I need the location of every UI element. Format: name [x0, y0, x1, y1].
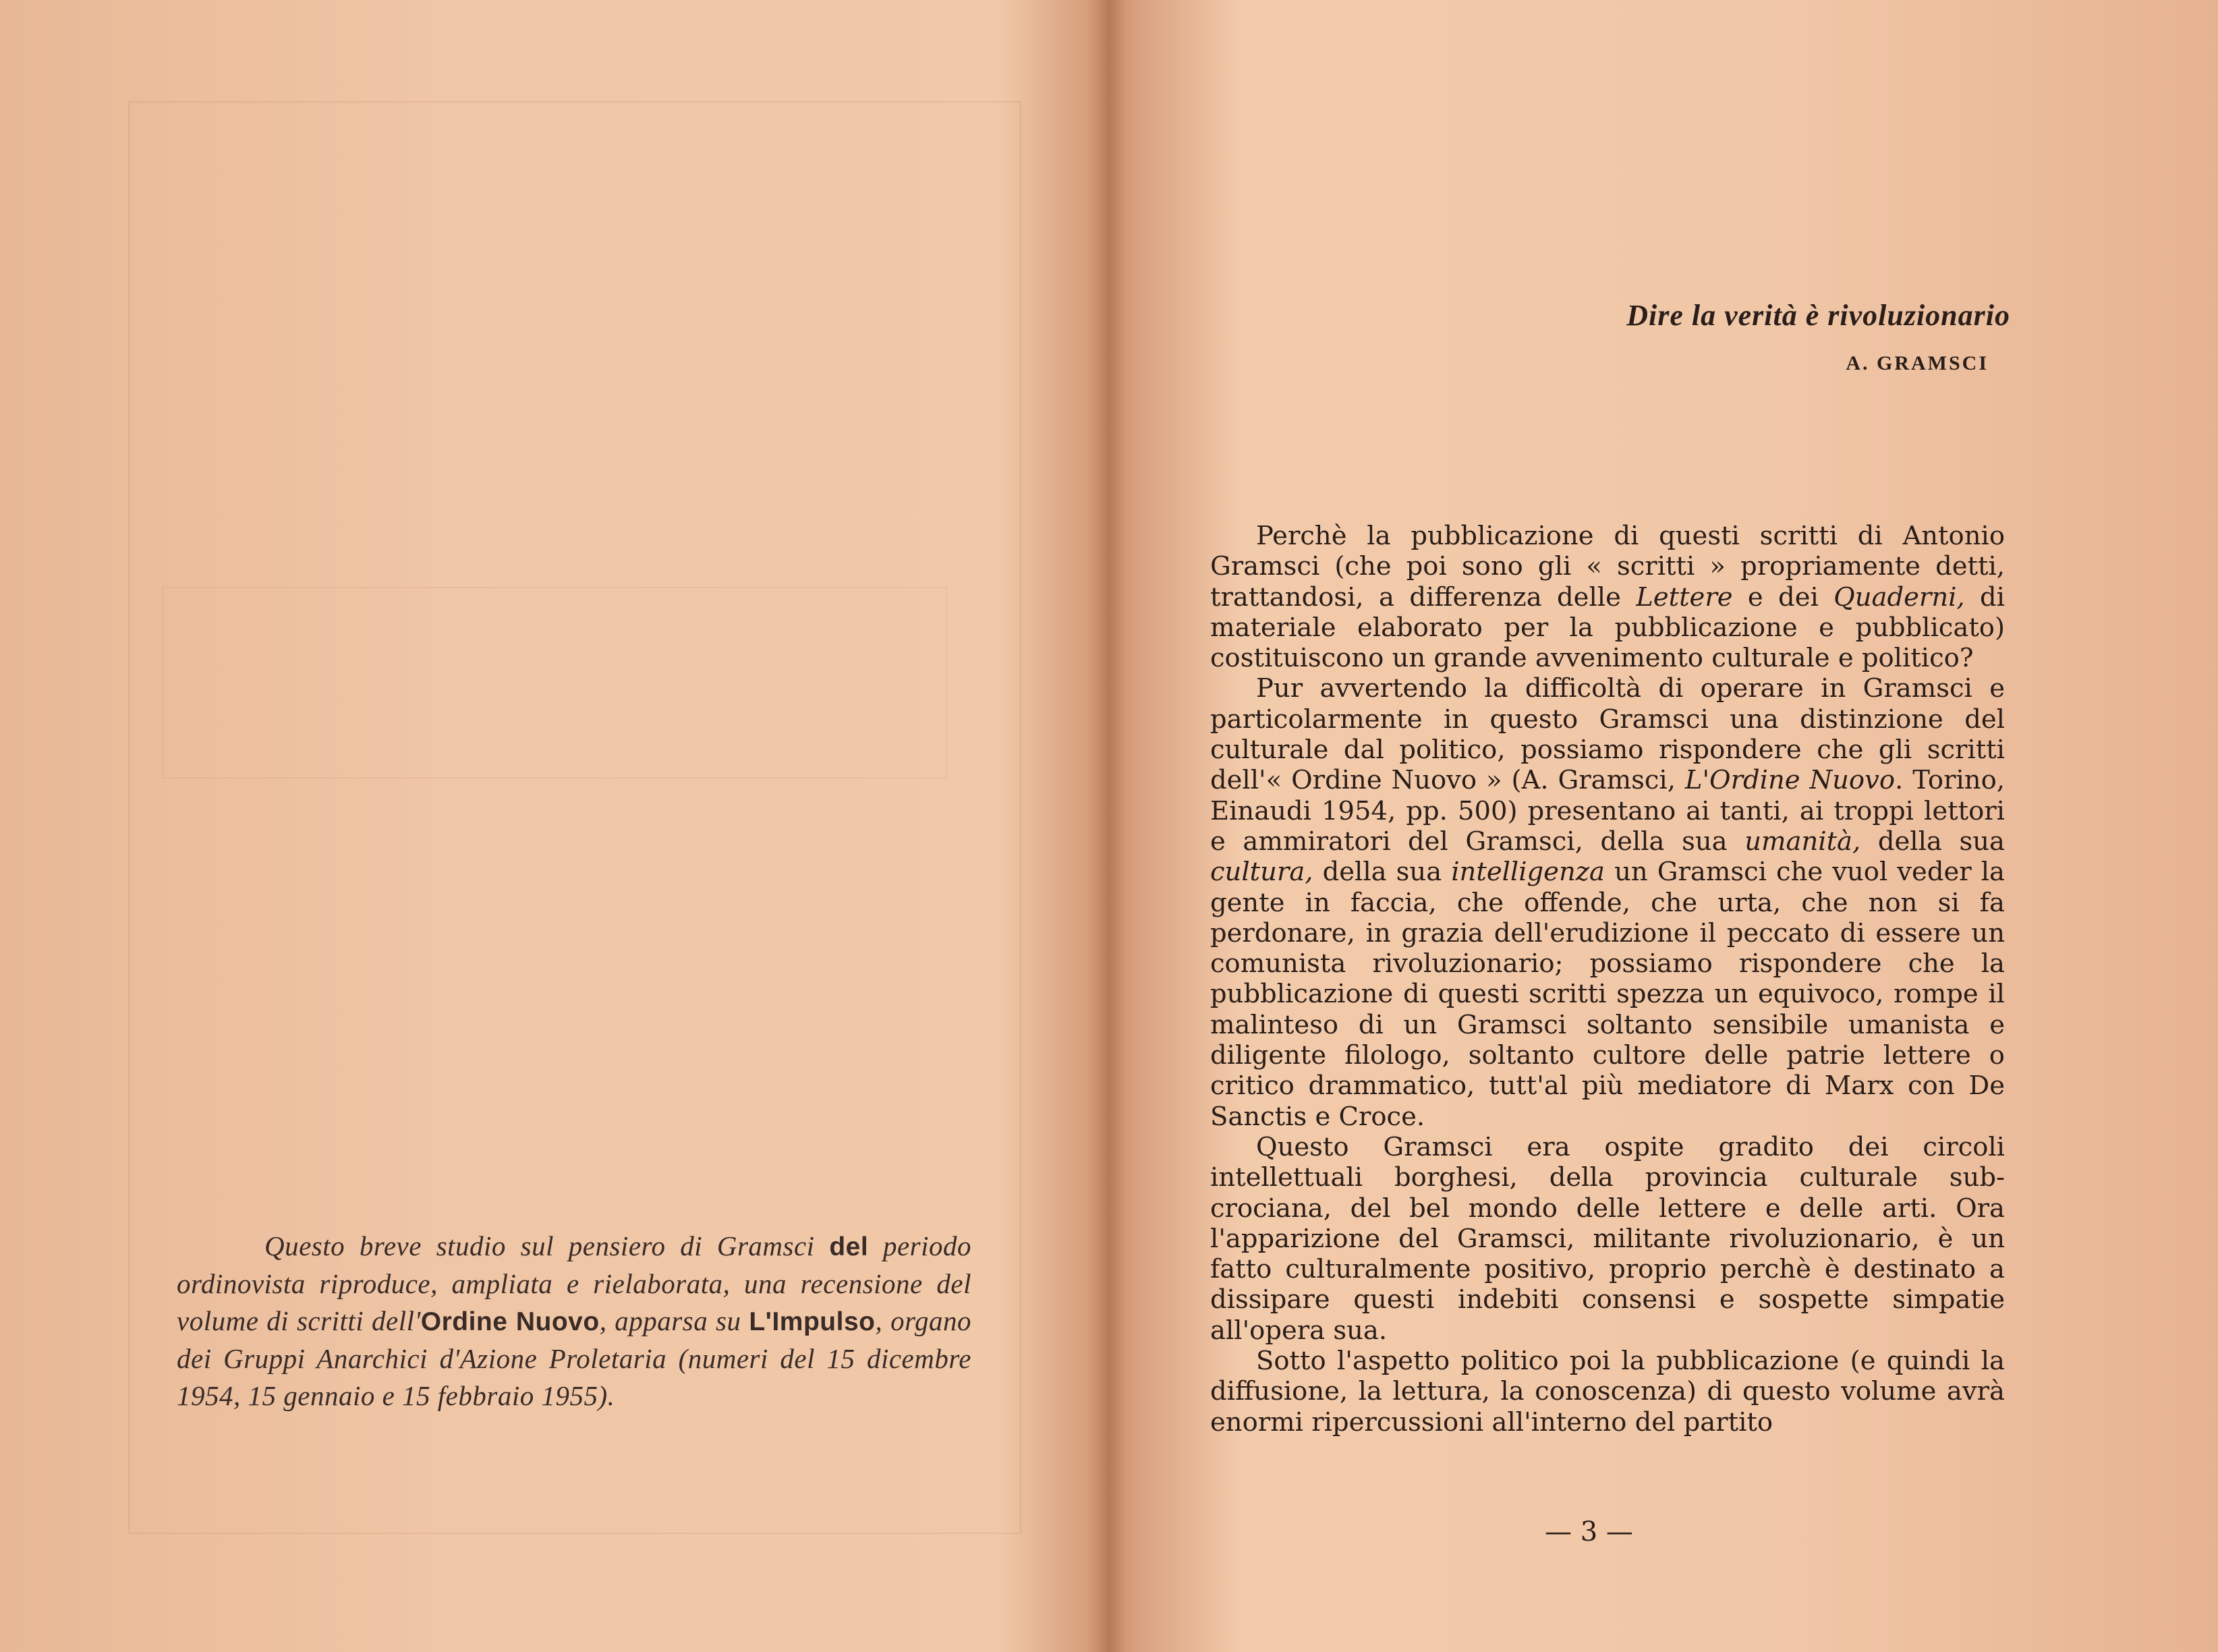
p2-text-b: . Torino, Einaudi 1954, pp. 500) presentano ai tanti, ai troppi lettori e ammiratori del Gramsci, della sua	[1210, 765, 2005, 857]
paragraph-4: Sotto l'aspetto politico poi la pubblicazione (e quindi la diffusione, la lettura, la conoscenza) di questo volume avrà enormi ripercussioni all'interno del partito	[1210, 1346, 2005, 1437]
p1-text-a: Perchè la pubblicazione di questi scritti di Antonio Gramsci (che poi sono gli « scritti » propriamente detti, trattandosi, a differenza delle	[1210, 521, 2005, 613]
impulso-title: L'Impulso	[749, 1307, 876, 1336]
p2-text-e: un Gramsci che vuol veder la gente in faccia, che offende, che urta, che non si fa perdonare, in grazia dell'erudizione il peccato di essere un comunista rivoluzionario; possiamo rispondere che la pubblicazione di questi scritti spezza un equivoco, rompe il malinteso di un Gramsci soltanto sensibile umanista e diligente filologo, soltanto cultore delle patrie lettere o critico drammatico, tutt'al più mediatore di Marx con De Sanctis e Croce.	[1210, 857, 2005, 1132]
p2-umanita: umanità,	[1744, 826, 1861, 857]
p2-intelligenza: intelligenza	[1451, 857, 1605, 888]
p1-quaderni: Quaderni,	[1833, 581, 1965, 613]
page-number: — 3 —	[1545, 1516, 1633, 1547]
note-text-del: del	[829, 1232, 869, 1261]
paragraph-3: Questo Gramsci era ospite gradito dei circoli intellettuali borghesi, della provincia culturale sub-crociana, del bel mondo delle lettere e delle arti. Ora l'apparizione del Gramsci, militante rivoluzionario, è un fatto culturalmente positivo, proprio perchè è destinato a dissipare questi indebiti consensi e sospette simpatie all'opera sua.	[1210, 1131, 2005, 1346]
p2-text-c: della sua	[1860, 826, 2005, 857]
note-text-1: Questo breve studio sul pensiero di Gramsci	[264, 1230, 815, 1261]
note-text-2: periodo ordinovista riproduce, ampliata e rielaborata, una recensione del volume di scritti dell'	[177, 1230, 972, 1336]
epigraph: Dire la verità è rivoluzionario	[1626, 299, 2010, 332]
p2-text-d: della sua	[1313, 857, 1452, 888]
publication-note	[177, 1228, 971, 1415]
body-text	[1210, 521, 2005, 1437]
paragraph-1	[1210, 521, 2005, 673]
p2-text-a: Pur avvertendo la difficoltà di operare in Gramsci e particolarmente in questo Gramsci una distinzione del culturale dal politico, possiamo rispondere che gli scritti dell'« Ordine Nuovo » (A. Gramsci,	[1210, 673, 2005, 796]
p1-lettere: Lettere	[1636, 581, 1733, 613]
show-through-title-area	[162, 587, 947, 778]
paragraph-2	[1210, 673, 2005, 1131]
note-text-3: , apparsa su	[599, 1305, 741, 1336]
p1-text-c: di materiale elaborato per la pubblicazione e pubblicato) costituiscono un grande avvenimento culturale e politico?	[1210, 581, 2005, 674]
note-text-4: , organo dei Gruppi Anarchici d'Azione Proletaria (numeri del 15 dicembre 1954, 15 gennaio e 15 febbraio 1955).	[177, 1305, 971, 1411]
ordine-nuovo-title: Ordine Nuovo	[420, 1307, 600, 1336]
p2-ordine-nuovo: L'Ordine Nuovo	[1684, 765, 1896, 796]
epigraph-author: A. GRAMSCI	[1846, 352, 1989, 374]
p1-text-b: e dei	[1732, 581, 1834, 613]
p2-cultura: cultura,	[1210, 857, 1313, 888]
